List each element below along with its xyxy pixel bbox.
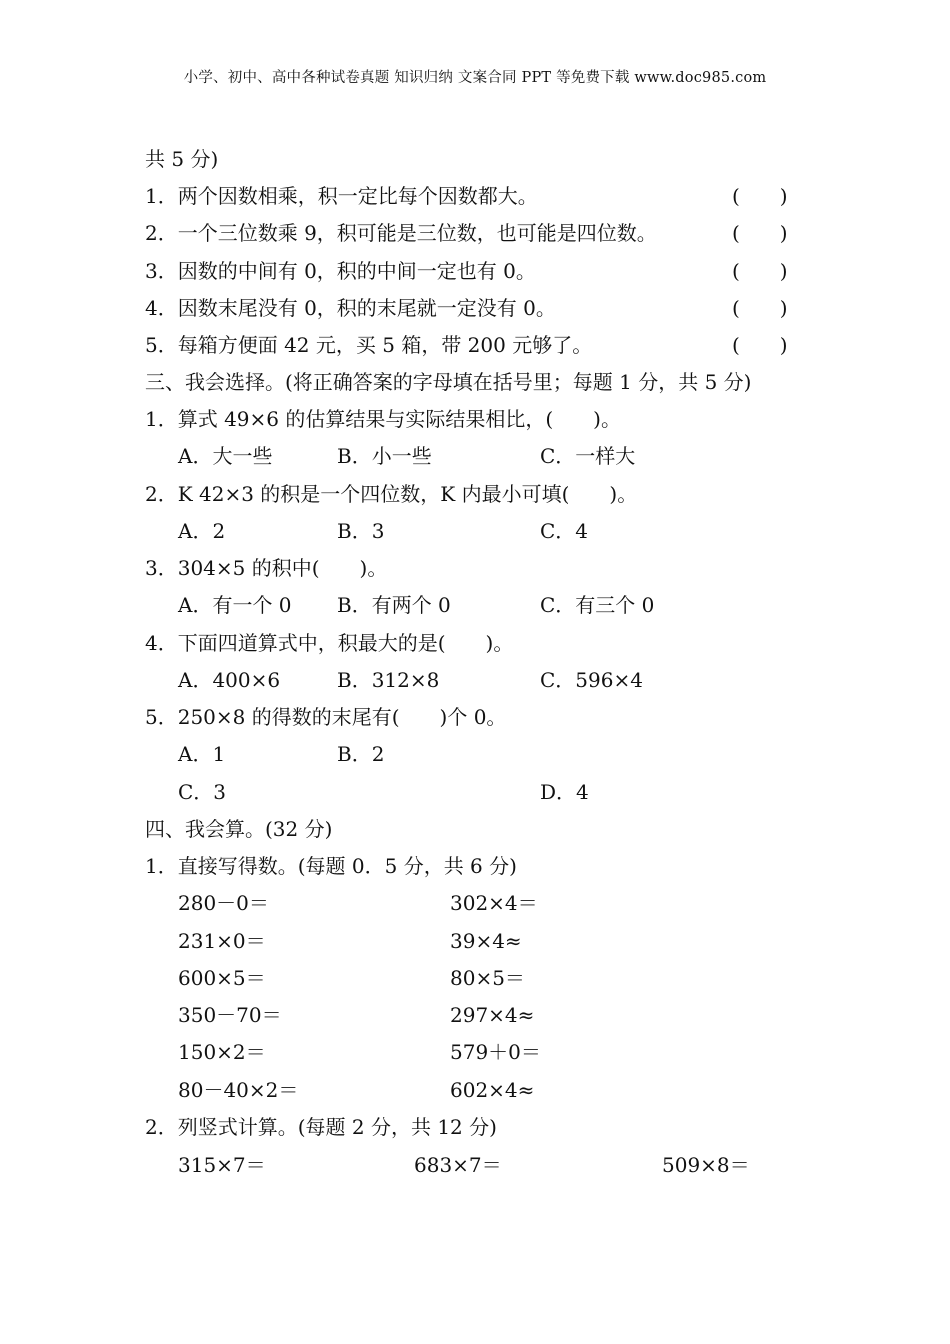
oral-problem: 350－70＝: [178, 1003, 282, 1027]
choose-question-5: 5．250×8 的得数的末尾有( )个 0。: [145, 705, 507, 729]
choose-question-3: 3．304×5 的积中( )。: [145, 556, 388, 580]
option-c: C．4: [540, 519, 589, 543]
section-continuation: 共 5 分): [145, 147, 219, 171]
answer-blank-4[interactable]: ( ): [732, 296, 788, 320]
oral-problem: 600×5＝: [178, 966, 266, 990]
section-title-choose: 三、我会选择。(将正确答案的字母填在括号里；每题 1 分，共 5 分): [145, 370, 752, 394]
oral-problem: 297×4≈: [450, 1003, 535, 1027]
choose-question-1: 1．算式 49×6 的估算结果与实际结果相比，( )。: [145, 407, 621, 431]
judge-item-5: 5．每箱方便面 42 元，买 5 箱，带 200 元够了。: [145, 333, 593, 357]
option-b: B．2: [337, 742, 385, 766]
option-a: A．有一个 0: [178, 593, 292, 617]
oral-problem: 80－40×2＝: [178, 1078, 299, 1102]
answer-blank-2[interactable]: ( ): [732, 221, 788, 245]
judge-item-2: 2．一个三位数乘 9，积可能是三位数，也可能是四位数。: [145, 221, 657, 245]
answer-blank-3[interactable]: ( ): [732, 259, 788, 283]
vertical-problem: 509×8＝: [662, 1153, 750, 1177]
section-title-calc: 四、我会算。(32 分): [145, 817, 333, 841]
option-b: B．3: [337, 519, 385, 543]
option-a: A．大一些: [178, 444, 273, 468]
calc-part2-title: 2．列竖式计算。(每题 2 分，共 12 分): [145, 1115, 497, 1139]
option-a: A．1: [178, 742, 226, 766]
option-d: D．4: [540, 780, 589, 804]
option-b: B．有两个 0: [337, 593, 451, 617]
answer-blank-5[interactable]: ( ): [732, 333, 788, 357]
oral-problem: 150×2＝: [178, 1040, 266, 1064]
option-b: B．小一些: [337, 444, 432, 468]
judge-item-4: 4．因数末尾没有 0，积的末尾就一定没有 0。: [145, 296, 556, 320]
oral-problem: 579＋0＝: [450, 1040, 541, 1064]
answer-blank-1[interactable]: ( ): [732, 184, 788, 208]
vertical-problem: 315×7＝: [178, 1153, 266, 1177]
page-header: 小学、初中、高中各种试卷真题 知识归纳 文案合同 PPT 等免费下载 www.doc985.com: [183, 70, 767, 86]
judge-item-3: 3．因数的中间有 0，积的中间一定也有 0。: [145, 259, 536, 283]
choose-question-2: 2．K 42×3 的积是一个四位数，K 内最小可填( )。: [145, 482, 638, 506]
option-c: C．3: [178, 780, 227, 804]
oral-problem: 39×4≈: [450, 929, 522, 953]
oral-problem: 602×4≈: [450, 1078, 535, 1102]
oral-problem: 280－0＝: [178, 891, 269, 915]
choose-question-4: 4．下面四道算式中，积最大的是( )。: [145, 631, 514, 655]
calc-part1-title: 1．直接写得数。(每题 0．5 分，共 6 分): [145, 854, 517, 878]
oral-problem: 231×0＝: [178, 929, 266, 953]
oral-problem: 80×5＝: [450, 966, 525, 990]
option-c: C．一样大: [540, 444, 636, 468]
vertical-problem: 683×7＝: [414, 1153, 502, 1177]
option-c: C．596×4: [540, 668, 643, 692]
option-a: A．2: [178, 519, 226, 543]
option-c: C．有三个 0: [540, 593, 655, 617]
option-a: A．400×6: [178, 668, 281, 692]
oral-problem: 302×4＝: [450, 891, 538, 915]
option-b: B．312×8: [337, 668, 440, 692]
judge-item-1: 1．两个因数相乘，积一定比每个因数都大。: [145, 184, 538, 208]
